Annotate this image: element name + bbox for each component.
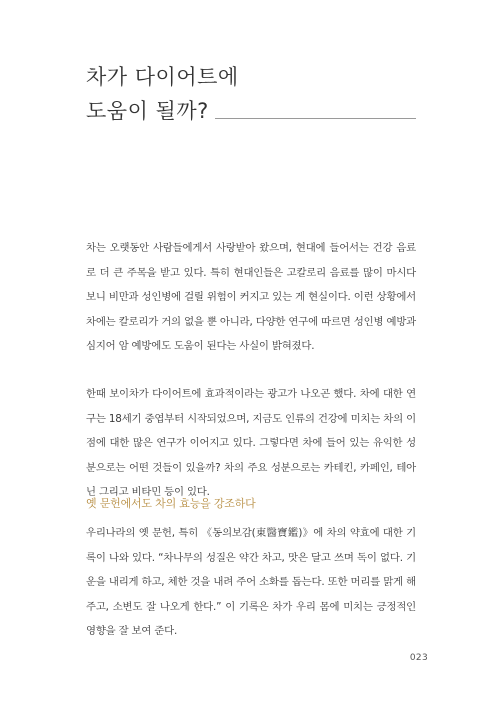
body-paragraph-2: 한때 보이차가 다이어트에 효과적이라는 광고가 나오곤 했다. 차에 대한 연구는 18세기 중엽부터 시작되었으며, 지금도 인류의 건강에 미치는 차의 이점에 대한 많은 연구가 이어지고 있다. 그렇다면 차에 들어 있는 유익한 성분으로는 어떤 것들이 있을까? 차의 주요 성분으로는 카테킨, 카페인, 테아닌 그리고 비타민 등이 있다. (86, 388, 416, 498)
body-paragraph-1: 차는 오랫동안 사람들에게서 사랑받아 왔으며, 현대에 들어서는 건강 음료로 더 큰 주목을 받고 있다. 특히 현대인들은 고칼로리 음료를 많이 마시다 보니 비만과 성인병에 걸릴 위험이 커지고 있는 게 현실이다. 이런 상황에서 차에는 칼로리가 거의 없을 뿐 아니라, 다양한 연구에 따르면 성인병 예방과 심지어 암 예방에도 도움이 된다는 사실이 밝혀졌다. (86, 242, 416, 352)
section-heading: 옛 문헌에서도 차의 효능을 강조하다 (86, 497, 256, 510)
chapter-title-line-2: 도움이 될까? (86, 99, 209, 123)
chapter-title (86, 60, 416, 128)
title-underline-rule (215, 118, 416, 119)
chapter-title-line-1: 차가 다이어트에 (86, 65, 239, 89)
section-paragraph: 우리나라의 옛 문헌, 특히 《동의보감(東醫寶鑑)》에 차의 약효에 대한 기록이 나와 있다. “차나무의 성질은 약간 차고, 맛은 달고 쓰며 독이 없다. 기운을 내리게 하고, 체한 것을 내려 주어 소화를 돕는다. 또한 머리를 맑게 해 주고, 소변도 잘 나오게 한다.” 이 기록은 차가 우리 몸에 미치는 긍정적인 영향을 잘 보여 준다. (86, 527, 416, 637)
page-number: 023 (409, 653, 428, 663)
chapter-title-line-2-row (86, 94, 416, 128)
